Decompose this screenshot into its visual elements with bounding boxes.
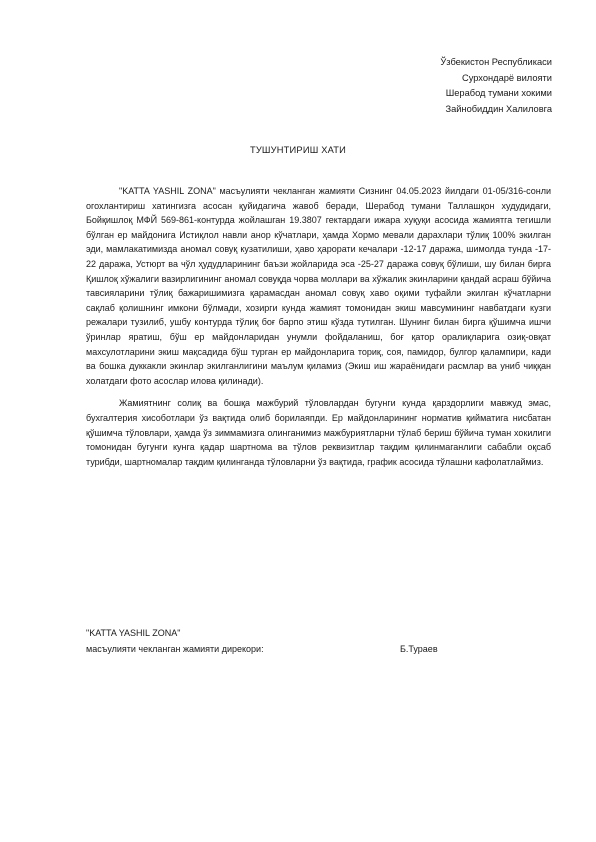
body-paragraph: "KATTA YASHIL ZONA" масъулияти чекланган жамияти Сизнинг 04.05.2023 йилдаги 01-05/316-сонли огохлантириш хатингизга асосан қуйидагича жавоб беради, Шерабод тумани Таллашқон худудидаги, Бойқишлоқ МФЙ 569-861-контурда жойлашган 19.3807 гектардаги ижара хуқуқи асосида жамиятга тегишли бўлган ер майдонига Истиқлол навли анор кўчатлари, ҳамда Хормо мевали дарахлари тўлиқ 100% экилган эди, мамлакатимизда аномал совуқ кузатилиши, ҳаво ҳарорати кечалари -12-17 даража, шимолда тунда -17-22 даража, Устюрт ва чўл ҳудудларининг баъзи жойларида эса -25-27 даража совуқ бўлиши, шу билан бирга Қишлоқ хўжалиги вазирлигининг аномал совуқда чорва моллари ва хўжалик экинларини қандай асраш бўйича тавсияларини тўлиқ бажаришимизга қарамасдан аномал совуқ хаво оқими туфайли экилган кўчатларни сақлаб қолишнинг имкони бўлмади, хозирги кунда жамият томонидан экиш мавсумининг навбатдаги кузги режалари тузилиб, ушбу контурда тўлиқ боғ барпо этиш кўзда тутилган. Шунинг билан бирга қўшимча ишчи ўринлар яратиш, бўш ер майдонларидан унумли фойдаланиш, боғ қатор оралиқларига озиқ-овқат махсулотларини экиш мақсадида бўш турган ер майдонларига ториқ, соя, памидор, булгор қалампири, кади ва бошка дуккакли экинлар экилганлигини маълум қиламиз (Экиш иш жараёнидаги расмлар ва униб чиққан холатдаги фото асослар илова қилинади). (86, 186, 551, 386)
addressee-line: Шерабод тумани хокими (445, 88, 552, 98)
signature-company: "KATTA YASHIL ZONA" (86, 628, 181, 638)
addressee-line: Ўзбекистон Республикаси (440, 57, 552, 67)
letter-body (86, 184, 551, 477)
body-paragraph: Жамиятнинг солиқ ва бошқа мажбурий тўловлардан бугунги кунда қарздорлиги мавжуд эмас, бухгалтерия хисоботлари ўз вақтида олиб борилаяпди. Ер майдонларининг норматив қийматига нисбатан қўшимча тўловлари, ҳамда ўз зиммамизга олинганимиз мажбуриятларни тўлаб бериш бўйича туман хокилиги томонидан бугунги кунга қадар шартнома ва тўлов реквизитлар тақдим қилинмаганлиги сабабли оқсаб турибди, шартномалар тақдим қилинганда тўловларни ўз вақтида, график асосида тўлашни кафолатлаймиз. (86, 398, 551, 467)
addressee-line: Сурхондарё вилояти (461, 72, 552, 83)
addressee-block (292, 55, 552, 117)
addressee-line: Зайнобиддин Халиловга (445, 103, 552, 114)
signature-name: Б.Тураев (400, 644, 438, 654)
signature-position: масъулияти чекланган жамияти дирекори: (86, 644, 264, 654)
document-title: ТУШУНТИРИШ ХАТИ (249, 145, 347, 155)
